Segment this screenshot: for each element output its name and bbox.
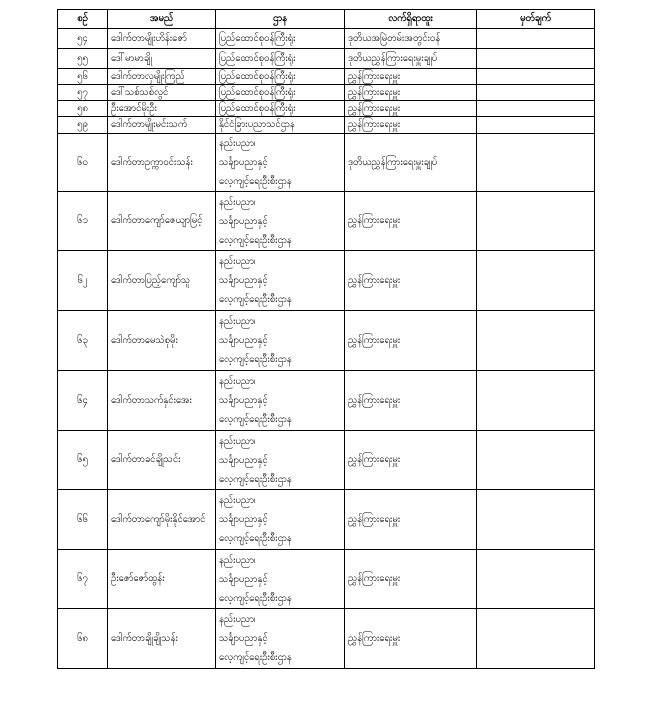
department-line: လေ့ကျင့်ရေးဦးစီးဌာန <box>219 234 292 246</box>
department-line: လေ့ကျင့်ရေးဦးစီးဌာန <box>219 414 292 425</box>
table-row <box>58 431 595 490</box>
row-number: ၅၆ <box>58 69 108 85</box>
department-line: နည်းပညာ၊ <box>219 196 256 208</box>
department-cell <box>216 431 345 490</box>
remark-cell <box>477 490 595 550</box>
remark-cell <box>477 371 595 431</box>
remark-cell <box>477 49 595 69</box>
table-row <box>58 85 595 101</box>
remark-cell <box>477 85 595 101</box>
department-line: လေ့ကျင့်ရေးဦးစီးဌာန <box>219 652 292 663</box>
department-cell <box>216 49 345 69</box>
department-line: လေ့ကျင့်ရေးဦးစီးဌာန <box>219 473 292 485</box>
row-number: ၆၆ <box>58 490 108 550</box>
department-line: သင်္ချာပညာနှင့် <box>219 573 268 585</box>
department-line: နည်းပညာ၊ <box>219 138 256 149</box>
row-number: ၆၁ <box>58 192 108 251</box>
table-row <box>58 101 595 117</box>
row-number: ၅၄ <box>58 29 108 49</box>
row-number: ၆၃ <box>58 311 108 371</box>
table-row <box>58 117 595 134</box>
department-line: သင်္ချာပညာနှင့် <box>219 157 268 168</box>
department-cell <box>216 550 345 609</box>
department-line: နည်းပညာ၊ <box>219 256 256 267</box>
remark-cell <box>477 431 595 490</box>
header-position: လက်ရှိရာထူး <box>345 10 477 29</box>
department-line: နည်းပညာ၊ <box>219 435 256 447</box>
table-row <box>58 371 595 431</box>
current-position: ဒုတိယညွှန်ကြားရေးမှူးချုပ် <box>345 49 477 69</box>
remark-cell <box>477 550 595 609</box>
table-row <box>58 192 595 251</box>
department-cell <box>216 85 345 101</box>
row-number: ၆၂ <box>58 251 108 311</box>
table-row <box>58 550 595 609</box>
department-cell <box>216 609 345 669</box>
person-name: ဒေါက်တာကျော်ဇေယျာမြင့် <box>108 192 216 251</box>
table-row <box>58 311 595 371</box>
current-position: ညွှန်ကြားရေးမှူး <box>345 192 477 251</box>
row-number: ၆၈ <box>58 609 108 669</box>
remark-cell <box>477 311 595 371</box>
row-number: ၆၀ <box>58 134 108 192</box>
header-no: စဉ် <box>58 10 108 29</box>
department-line: သင်္ချာပညာနှင့် <box>219 454 268 466</box>
department-line: နည်းပညာ၊ <box>219 376 256 387</box>
header-name: အမည် <box>108 10 216 29</box>
table-row <box>58 69 595 85</box>
department-line: ပြည်ထောင်စုဝန်ကြီးရုံး <box>219 52 296 64</box>
table-row <box>58 490 595 550</box>
person-name: ဒေါက်တာလှမျိုးကြည် <box>108 69 216 85</box>
remark-cell <box>477 192 595 251</box>
header-department: ဌာန <box>216 10 345 29</box>
remark-cell <box>477 117 595 134</box>
header-remark: မှတ်ချက် <box>477 10 595 29</box>
remark-cell <box>477 609 595 669</box>
row-number: ၅၅ <box>58 49 108 69</box>
row-number: ၆၇ <box>58 550 108 609</box>
department-cell <box>216 69 345 85</box>
current-position: ဒုတိယညွှန်ကြားရေးမှူးချုပ် <box>345 134 477 192</box>
person-name: ဒေါ်သစ်သစ်လွင် <box>108 85 216 101</box>
current-position: ဒုတိယအမြဲတမ်းအတွင်းဝန် <box>345 29 477 49</box>
person-name: ဒေါက်တာမျိုးဟိန်းဇော် <box>108 29 216 49</box>
table-row <box>58 134 595 192</box>
remark-cell <box>477 69 595 85</box>
department-cell <box>216 311 345 371</box>
department-line: နည်းပညာ၊ <box>219 316 256 327</box>
remark-cell <box>477 29 595 49</box>
person-name: ဒေါက်တာခင်ချိုသင်း <box>108 431 216 490</box>
department-line: သင်္ချာပညာနှင့် <box>219 514 268 525</box>
department-cell <box>216 117 345 134</box>
current-position: ညွှန်ကြားရေးမှူး <box>345 85 477 101</box>
department-cell <box>216 371 345 431</box>
table-row <box>58 49 595 69</box>
current-position: ညွှန်ကြားရေးမှူး <box>345 431 477 490</box>
current-position: ညွှန်ကြားရေးမှူး <box>345 371 477 431</box>
person-name: ဒေါက်တာသက်နှင်းအေး <box>108 371 216 431</box>
remark-cell <box>477 134 595 192</box>
remark-cell <box>477 251 595 311</box>
department-line: ပြည်ထောင်စုဝန်ကြီးရုံး <box>219 70 296 82</box>
department-cell <box>216 101 345 117</box>
row-number: ၅၈ <box>58 101 108 117</box>
department-line: လေ့ကျင့်ရေးဦးစီးဌာန <box>219 176 292 187</box>
department-line: နည်းပညာ၊ <box>219 495 256 506</box>
department-cell <box>216 29 345 49</box>
person-name: ဒေါက်တာပြည့်ကျော်သူ <box>108 251 216 311</box>
department-line: သင်္ချာပညာနှင့် <box>219 275 268 286</box>
department-cell <box>216 134 345 192</box>
current-position: ညွှန်ကြားရေးမှူး <box>345 609 477 669</box>
department-line: လေ့ကျင့်ရေးဦးစီးဌာန <box>219 354 292 365</box>
department-line: လေ့ကျင့်ရေးဦးစီးဌာန <box>219 294 292 305</box>
person-name: ဒေါက်တာချိုချိုသန်း <box>108 609 216 669</box>
row-number: ၅၉ <box>58 117 108 134</box>
table-row <box>58 609 595 669</box>
current-position: ညွှန်ကြားရေးမှူး <box>345 490 477 550</box>
row-number: ၆၄ <box>58 371 108 431</box>
person-name: ဒေါက်တာဥက္ကာဝင်းသန်း <box>108 134 216 192</box>
row-number: ၆၅ <box>58 431 108 490</box>
current-position: ညွှန်ကြားရေးမှူး <box>345 251 477 311</box>
department-line: သင်္ချာပညာနှင့် <box>219 633 268 644</box>
department-cell <box>216 192 345 251</box>
personnel-table <box>57 9 595 669</box>
department-line: နည်းပညာ၊ <box>219 614 256 625</box>
current-position: ညွှန်ကြားရေးမှူး <box>345 550 477 609</box>
person-name: ဦးအောင်မိုးဦး <box>108 101 216 117</box>
person-name: ဒေါက်တာကျော်မိုးနိုင်အောင် <box>108 490 216 550</box>
department-cell <box>216 251 345 311</box>
table-row <box>58 251 595 311</box>
department-line: သင်္ချာပညာနှင့် <box>219 395 268 406</box>
department-line: နည်းပညာ၊ <box>219 554 256 566</box>
current-position: ညွှန်ကြားရေးမှူး <box>345 311 477 371</box>
department-line: ပြည်ထောင်စုဝန်ကြီးရုံး <box>219 102 296 114</box>
department-line: လေ့ကျင့်ရေးဦးစီးဌာန <box>219 592 292 604</box>
table-row <box>58 29 595 49</box>
department-cell <box>216 490 345 550</box>
department-line: ပြည်ထောင်စုဝန်ကြီးရုံး <box>219 32 296 44</box>
person-name: ဦးဇော်ဇော်ထွန်း <box>108 550 216 609</box>
current-position: ညွှန်ကြားရေးမှူး <box>345 69 477 85</box>
current-position: ညွှန်ကြားရေးမှူး <box>345 117 477 134</box>
department-line: နိုင်ငံခြားပညာသင်ဌာန <box>219 119 295 130</box>
row-number: ၅၇ <box>58 85 108 101</box>
department-line: သင်္ချာပညာနှင့် <box>219 215 268 227</box>
department-line: သင်္ချာပညာနှင့် <box>219 335 268 346</box>
department-line: လေ့ကျင့်ရေးဦးစီးဌာန <box>219 533 292 544</box>
person-name: ဒေါက်တာမေသဲစုမိုး <box>108 311 216 371</box>
person-name: ဒေါ်မာမာချို <box>108 49 216 69</box>
current-position: ညွှန်ကြားရေးမှူး <box>345 101 477 117</box>
header-row <box>58 10 595 29</box>
table-body <box>58 29 595 669</box>
department-line: ပြည်ထောင်စုဝန်ကြီးရုံး <box>219 86 296 98</box>
person-name: ဒေါက်တာမျိုးမင်းသက် <box>108 117 216 134</box>
remark-cell <box>477 101 595 117</box>
